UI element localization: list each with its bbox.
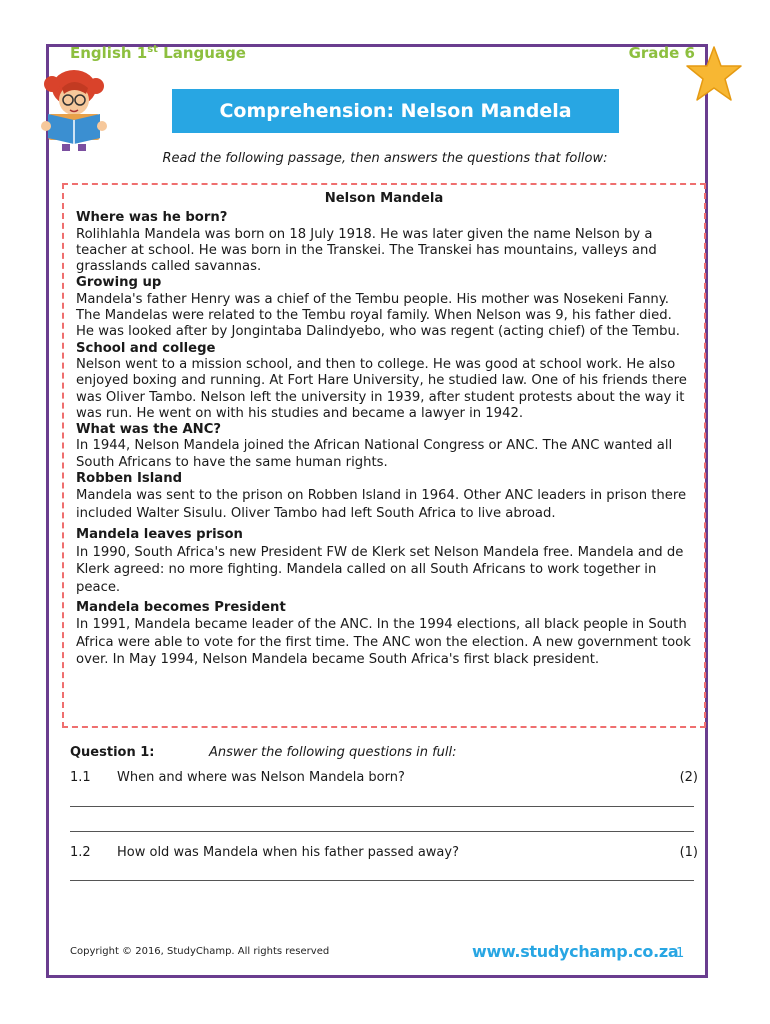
section-text: Mandela's father Henry was a chief of the Tembu people. His mother was Nosekeni Fanny. The Mandelas were related to the Tembu royal family. When Nelson was 9, his father died. He was looked after by Jongintaba Dalindyebo, who was regent (acting chief) of the Tembu. [76, 291, 681, 340]
star-icon [683, 44, 745, 106]
answer-line[interactable] [70, 806, 694, 807]
answer-line[interactable] [70, 831, 694, 832]
section-text: In 1990, South Africa's new President FW de Klerk set Nelson Mandela free. Mandela and de Klerk agreed: no more fighting. Mandela called on all South Africans to work together in peace. [76, 544, 684, 595]
question-number: 1.1 [70, 770, 91, 785]
subject-label: English 1st Language [70, 44, 246, 62]
instruction-text: Read the following passage, then answers the questions that follow: [162, 151, 608, 166]
question-instruction: Answer the following questions in full: [209, 745, 457, 760]
section-heading: School and college [76, 340, 216, 356]
section-text: Nelson went to a mission school, and then to college. He was good at school work. He also enjoyed boxing and running. At Fort Hare University, he studied law. One of his friends there was Oliver Tambo. Nelson left the university in 1939, after student protests about the way it was run. He went on with his studies and became a lawyer in 1942. [76, 356, 687, 421]
grade-label: Grade 6 [628, 44, 695, 62]
section-heading: Growing up [76, 275, 162, 291]
section-heading: Where was he born? [76, 210, 228, 226]
section-heading: Robben Island [76, 471, 183, 487]
reading-child-illustration [30, 66, 114, 152]
question-number: 1.2 [70, 845, 91, 860]
page-title: Comprehension: Nelson Mandela [172, 89, 619, 133]
reading-passage [62, 183, 706, 728]
question-text: How old was Mandela when his father passed away? [117, 845, 459, 860]
question-text: When and where was Nelson Mandela born? [117, 770, 405, 785]
page-number: 1 [676, 946, 685, 961]
section-heading: Mandela becomes President [76, 600, 286, 616]
section-text: In 1991, Mandela became leader of the ANC. In the 1994 elections, all black people in South Africa were able to vote for the first time. The ANC won the election. A new government took over. In May 1994, Nelson Mandela became South Africa's first black president. [76, 617, 691, 668]
answer-line[interactable] [70, 880, 694, 881]
section-text: Mandela was sent to the prison on Robben Island in 1964. Other ANC leaders in prison there included Walter Sisulu. Oliver Tambo had left South Africa to live abroad. [76, 488, 687, 522]
section-heading: Mandela leaves prison [76, 527, 243, 543]
question-marks: (2) [679, 770, 698, 785]
website-link[interactable]: www.studychamp.co.za [472, 942, 679, 961]
passage-title: Nelson Mandela [324, 191, 444, 206]
section-text: Rolihlahla Mandela was born on 18 July 1918. He was later given the name Nelson by a teacher at school. He was born in the Transkei. The Transkei has mountains, valleys and grasslands called savannas. [76, 226, 657, 275]
question-heading: Question 1: [70, 745, 155, 760]
section-text: In 1944, Nelson Mandela joined the African National Congress or ANC. The ANC wanted all South Africans to have the same human rights. [76, 438, 673, 470]
question-marks: (1) [679, 845, 698, 860]
section-heading: What was the ANC? [76, 422, 222, 438]
copyright-notice: Copyright © 2016, StudyChamp. All rights reserved [70, 946, 330, 957]
